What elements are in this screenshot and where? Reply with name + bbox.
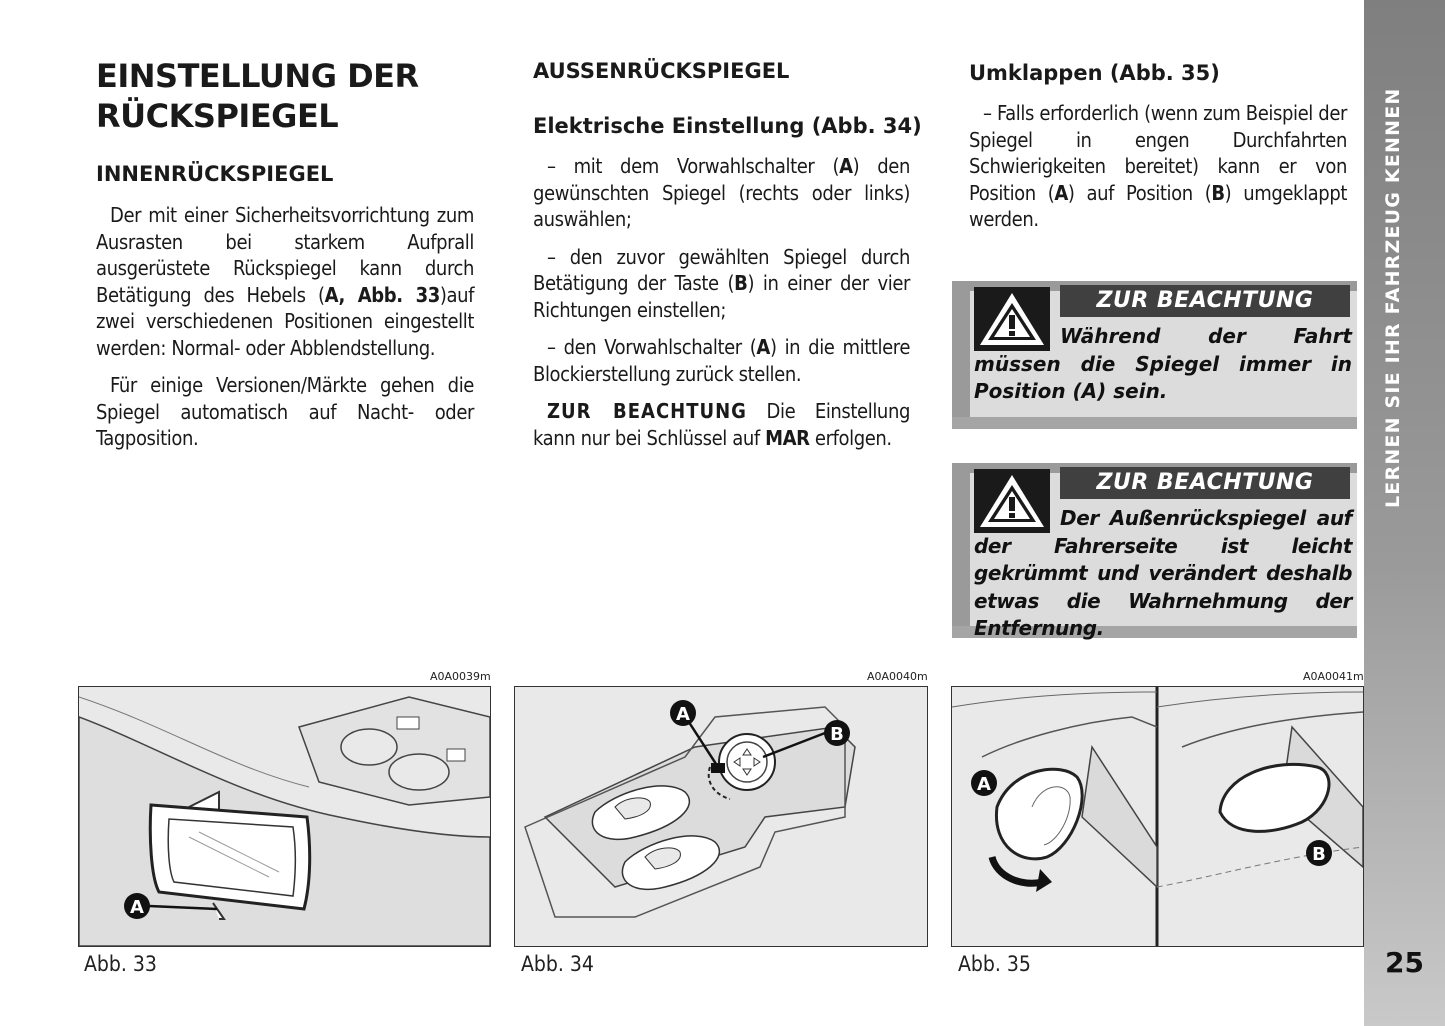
section-heading-interior-mirror: INNENRÜCKSPIEGEL [96,162,334,186]
list-item: – den Vorwahlschalter (A) in die mittlere Blockierstellung zurück stellen. [533,335,910,386]
subheading-electric-adjustment: Elektrische Einstellung (Abb. 34) [533,114,922,138]
figure-caption: Abb. 34 [521,952,594,976]
sidebar-section-title: LERNEN SIE IHR FAHRZEUG KENNEN [1382,87,1404,508]
figure-code: A0A0040m [867,670,928,683]
list-item: – den zuvor gewählten Spiegel durch Betätigung der Taste (B) in einer der vier Richtungen einstellen; [533,244,910,322]
figure-caption: Abb. 35 [958,952,1031,976]
label-b: B [1312,844,1326,865]
figure-caption: Abb. 33 [84,952,157,976]
warning-title: ZUR BEACHTUNG [1060,285,1350,317]
subheading-fold: Umklappen (Abb. 35) [969,61,1220,85]
page-title [96,56,419,136]
label-a: A [130,897,144,918]
note-paragraph: ZUR BEACHTUNG Die Einstellung kann nur bei Schlüssel auf MAR erfolgen. [533,399,910,450]
exterior-mirror-text [533,153,910,462]
page-title-line-1: EINSTELLUNG DER [96,57,419,95]
warning-text: Während der Fahrt müssen die Spiegel immer in Position (A) sein. [974,324,1352,403]
figure-35-fold-mirror [951,686,1364,947]
warning-text: Der Außenrückspiegel auf der Fahrerseite ist leicht gekrümmt und verändert deshalb etwas die Wahrnehmung der Entfernung. [974,506,1352,640]
paragraph: – Falls erforderlich (wenn zum Beispiel der Spiegel in engen Durchfahrten Schwierigkeiten bereitet) kann er von Position (A) auf Position (B) umgeklappt werden. [969,101,1347,231]
figure-34-switch-panel [514,686,928,947]
figure-code: A0A0041m [1303,670,1364,683]
fold-text [969,100,1347,244]
warning-title: ZUR BEACHTUNG [1060,467,1350,499]
page-number: 25 [1385,946,1424,979]
interior-mirror-text [96,202,474,463]
warning-box-2 [952,463,1357,638]
label-b: B [830,724,844,745]
paragraph: Für einige Versionen/Märkte gehen die Spiegel automatisch auf Nacht- oder Tagposition. [96,373,474,450]
list-item: – mit dem Vorwahlschalter (A) den gewünschten Spiegel (rechts oder links) auswählen; [533,154,910,231]
figure-code: A0A0039m [430,670,491,683]
label-a: A [977,774,991,795]
label-a: A [676,704,690,725]
paragraph: Der mit einer Sicherheitsvorrichtung zum Ausrasten bei starkem Aufprall ausgerüstete Rückspiegel kann durch Betätigung des Hebels (A, Abb. 33)auf zwei verschiedenen Positionen eingestellt werden: Normal- oder Abblendstellung. [96,203,475,360]
figure-33-interior-mirror [78,686,491,947]
page-title-line-2: RÜCKSPIEGEL [96,97,339,135]
warning-box-1 [952,281,1357,429]
sidebar-band [1364,0,1445,1026]
section-heading-exterior-mirror: AUSSENRÜCKSPIEGEL [533,59,790,83]
